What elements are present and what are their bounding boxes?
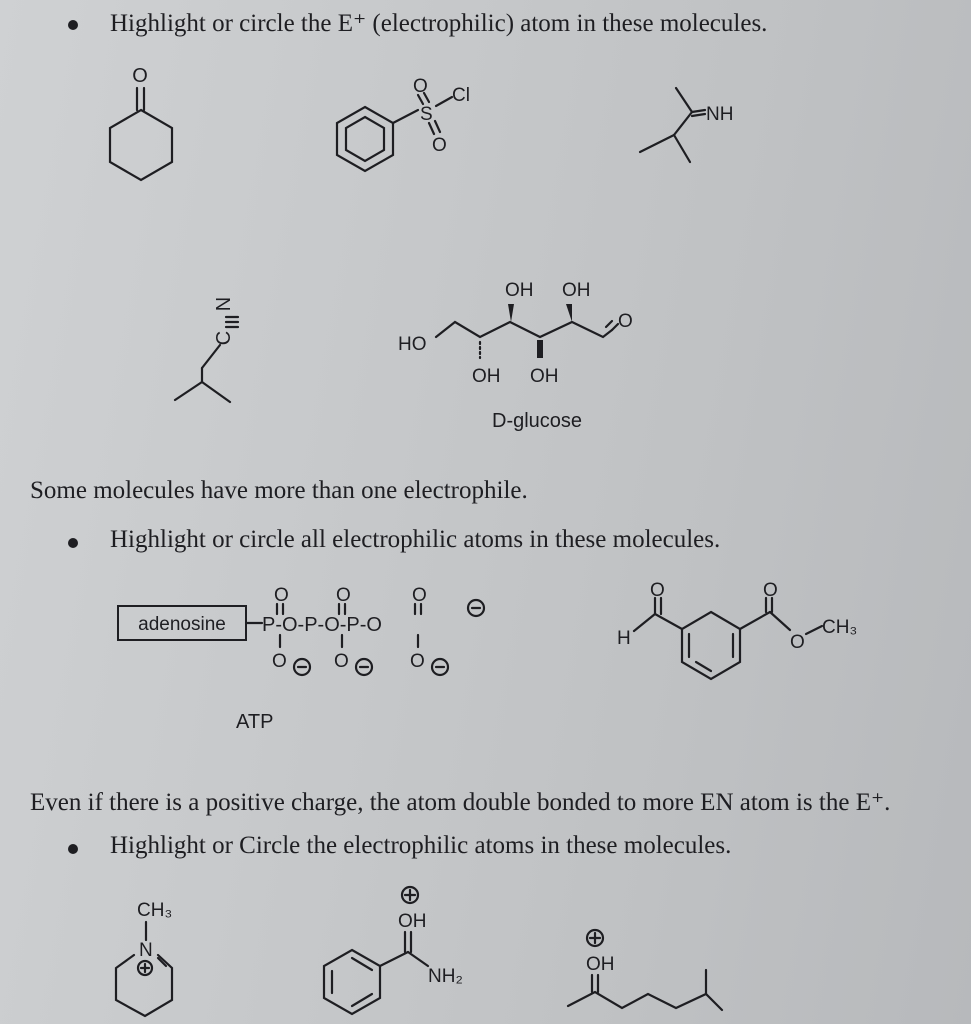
atp-o-3: O — [412, 585, 427, 606]
section2-instruction: Highlight or circle all electrophilic atoms in these molecules. — [110, 526, 721, 553]
atp-name: ATP — [236, 711, 274, 733]
glucose-oh-1: OH — [505, 280, 534, 301]
section3-instruction: Highlight or Circle the electrophilic atoms in these molecules. — [110, 832, 732, 859]
aldehyde-hydrogen: H — [617, 628, 631, 649]
protonated-amide — [324, 887, 463, 1014]
methyl-formylbenzoate — [617, 580, 857, 679]
glucose-oh-3: OH — [472, 366, 501, 387]
amide-nh2: NH₂ — [428, 966, 463, 987]
n-methylpyridinium — [116, 900, 172, 1016]
nitrile-nitrogen: N — [213, 296, 235, 312]
section3-intro: Even if there is a positive charge, the atom double bonded to more EN atom is the E⁺. — [30, 789, 891, 816]
atp — [118, 585, 484, 733]
atp-adenosine-box: adenosine — [138, 614, 226, 635]
glucose-name: D-glucose — [492, 410, 583, 432]
imine — [640, 88, 733, 162]
atp-phosphate-chain: P-O-P-O-P-O — [262, 614, 382, 636]
imine-nh: NH — [706, 104, 734, 125]
aldehyde-oxygen: O — [650, 580, 665, 601]
d-glucose — [398, 280, 633, 432]
sulfonyl-oxygen-bottom: O — [432, 135, 447, 156]
chlorine-atom: Cl — [452, 85, 470, 106]
pyridinium-nitrogen: N — [139, 940, 153, 961]
amide-oh: OH — [398, 911, 427, 932]
ester-oxygen: O — [790, 632, 805, 653]
atp-o-1: O — [274, 585, 289, 606]
section2-intro: Some molecules have more than one electrophile. — [30, 477, 528, 504]
glucose-aldehyde-o: O — [618, 311, 633, 332]
pyridinium-methyl: CH₃ — [137, 900, 173, 921]
glucose-oh-4: OH — [530, 366, 559, 387]
sulfonyl-oxygen-top: O — [413, 76, 428, 97]
atp-o-6: O — [410, 651, 425, 672]
atp-o-5: O — [334, 651, 349, 672]
nitrile-carbon: C — [213, 330, 235, 346]
cyclohexanone-oxygen: O — [132, 65, 148, 87]
glucose-ho: HO — [398, 334, 427, 355]
ketone-oh: OH — [586, 954, 615, 975]
atp-o-2: O — [336, 585, 351, 606]
cyclohexanone — [110, 65, 172, 180]
sulfur-atom: S — [420, 104, 433, 125]
nitrile — [175, 297, 238, 402]
glucose-oh-2: OH — [562, 280, 591, 301]
section1-instruction: Highlight or circle the E⁺ (electrophilic) atom in these molecules. — [110, 10, 768, 37]
ester-carbonyl-oxygen: O — [763, 580, 778, 601]
atp-o-4: O — [272, 651, 287, 672]
sulfonyl-chloride — [337, 76, 470, 171]
ester-methyl: CH₃ — [822, 617, 858, 638]
protonated-ketone — [568, 930, 722, 1010]
